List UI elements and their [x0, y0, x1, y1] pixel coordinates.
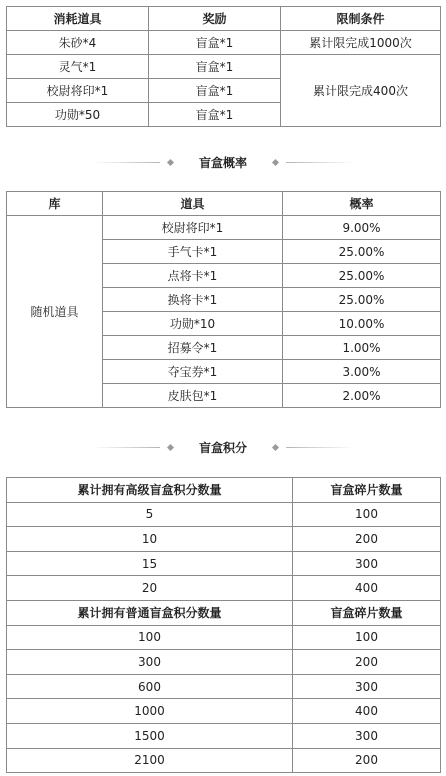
probability-table: [6, 191, 441, 408]
cell-points: 600: [7, 674, 293, 699]
table-row: [7, 31, 441, 55]
cell-rate: 9.00%: [283, 216, 441, 240]
diamond-icon: [167, 443, 174, 450]
cell-points: 10: [7, 527, 293, 552]
cell-item: 校尉将印*1: [7, 79, 149, 103]
cell-rate: 2.00%: [283, 384, 441, 408]
cell-rate: 1.00%: [283, 336, 441, 360]
header-rate: 概率: [283, 192, 441, 216]
table-row: [7, 699, 441, 724]
header-normal-points: 累计拥有普通盲盒积分数量: [7, 600, 293, 625]
cell-points: 2100: [7, 748, 293, 773]
cell-fragments: 100: [293, 502, 441, 527]
cell-fragments: 100: [293, 625, 441, 650]
cell-fragments: 400: [293, 576, 441, 601]
header-consumed-item: 消耗道具: [7, 7, 149, 31]
table-row: [7, 625, 441, 650]
cell-rate: 25.00%: [283, 240, 441, 264]
table-header-row: [7, 7, 441, 31]
divider-line: [92, 162, 160, 163]
cell-item: 校尉将印*1: [103, 216, 283, 240]
table-row: [7, 551, 441, 576]
cell-rate: 25.00%: [283, 288, 441, 312]
section-title: 盲盒积分: [198, 440, 247, 455]
cell-item: 功勋*50: [7, 103, 149, 127]
diamond-icon: [167, 158, 174, 165]
divider-line: [92, 447, 160, 448]
cell-item: 手气卡*1: [103, 240, 283, 264]
cell-points: 15: [7, 551, 293, 576]
table-row: [7, 748, 441, 773]
section-divider-points: [0, 437, 446, 457]
cell-item: 招募令*1: [103, 336, 283, 360]
cell-points: 1500: [7, 723, 293, 748]
cell-item: 灵气*1: [7, 55, 149, 79]
cell-item: 夺宝券*1: [103, 360, 283, 384]
cell-reward: 盲盒*1: [149, 79, 281, 103]
cell-fragments: 400: [293, 699, 441, 724]
header-fragments: 盲盒碎片数量: [293, 478, 441, 503]
limits-table: [6, 6, 441, 127]
header-limit: 限制条件: [281, 7, 441, 31]
cell-points: 100: [7, 625, 293, 650]
table-header-row: [7, 192, 441, 216]
cell-reward: 盲盒*1: [149, 103, 281, 127]
table-row: [7, 576, 441, 601]
cell-reward: 盲盒*1: [149, 31, 281, 55]
table-row: [7, 216, 441, 240]
cell-reward: 盲盒*1: [149, 55, 281, 79]
section-divider-probability: [0, 152, 446, 172]
cell-rate: 3.00%: [283, 360, 441, 384]
table-row: [7, 502, 441, 527]
cell-item: 皮肤包*1: [103, 384, 283, 408]
cell-fragments: 200: [293, 748, 441, 773]
cell-item: 功勋*10: [103, 312, 283, 336]
cell-points: 20: [7, 576, 293, 601]
section-title: 盲盒概率: [198, 155, 247, 170]
table-row: [7, 723, 441, 748]
table-row: [7, 674, 441, 699]
cell-item: 点将卡*1: [103, 264, 283, 288]
header-pool: 库: [7, 192, 103, 216]
table-row: [7, 650, 441, 675]
cell-fragments: 300: [293, 551, 441, 576]
cell-limit: 累计限完成1000次: [281, 31, 441, 55]
header-advanced-points: 累计拥有高级盲盒积分数量: [7, 478, 293, 503]
cell-item: 换将卡*1: [103, 288, 283, 312]
cell-rate: 25.00%: [283, 264, 441, 288]
cell-fragments: 200: [293, 650, 441, 675]
cell-limit: 累计限完成400次: [281, 55, 441, 127]
diamond-icon: [272, 158, 279, 165]
table-header-row: [7, 600, 441, 625]
table-row: [7, 527, 441, 552]
header-reward: 奖励: [149, 7, 281, 31]
header-fragments: 盲盒碎片数量: [293, 600, 441, 625]
cell-item: 朱砂*4: [7, 31, 149, 55]
divider-line: [286, 447, 354, 448]
cell-points: 5: [7, 502, 293, 527]
divider-line: [286, 162, 354, 163]
cell-points: 1000: [7, 699, 293, 724]
cell-fragments: 300: [293, 723, 441, 748]
table-header-row: [7, 478, 441, 503]
cell-rate: 10.00%: [283, 312, 441, 336]
header-item: 道具: [103, 192, 283, 216]
cell-fragments: 200: [293, 527, 441, 552]
diamond-icon: [272, 443, 279, 450]
cell-points: 300: [7, 650, 293, 675]
table-row: [7, 55, 441, 79]
points-table: [6, 477, 441, 773]
cell-pool: 随机道具: [7, 216, 103, 408]
cell-fragments: 300: [293, 674, 441, 699]
